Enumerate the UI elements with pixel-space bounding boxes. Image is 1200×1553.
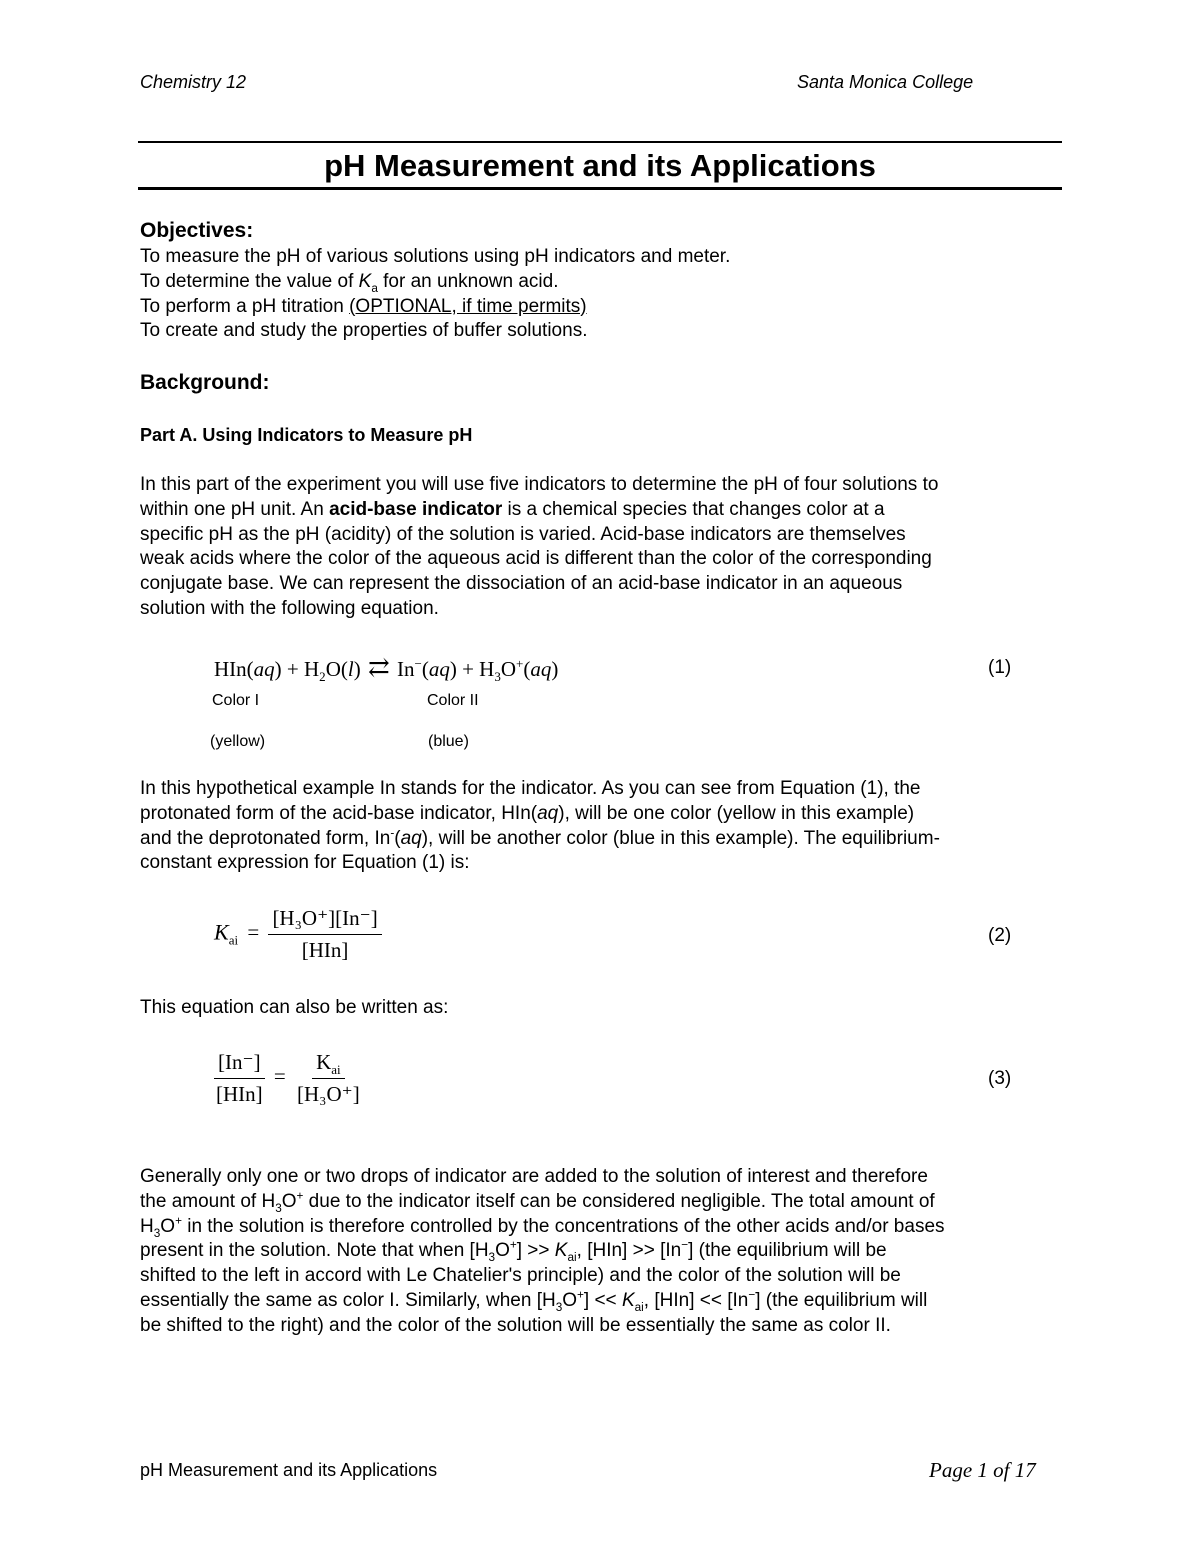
equation-3-left-fraction: $\frac{[In^-]}{\text{[HIn]}}$ [216,1050,263,1106]
color-2-name: (blue) [428,733,469,750]
equilibrium-arrow: ⇄ [367,653,390,682]
equation-1-number: (1) [988,657,1012,678]
equation-3-number: (3) [988,1068,1012,1089]
between-text: This equation can also be written as: [140,997,449,1018]
objective-1: To measure the pH of various solutions using pH indicators and meter. [140,246,731,267]
paragraph-3: Generally only one or two drops of indicator are added to the solution of interest and therefore the amount of $H_3O^+$ due to the indicator itself can be considered negligible. The total amount of $H_3O^+$ in the solution is therefore controlled by the concentrations of the other acids and/or bases present in the solution. Note that when $[H_3O^+] >> K_{ai}$, [HIn] >> [In−] (the equilibrium will be shifted to the left in accord with Le Chatelier's principle) and the color of the solution will be essentially the same as color I. Similarly, when $[H_3O^+] << K_{ai}$, [HIn] << [In−] (the equilibrium will be shifted to the right) and the color of the solution will be essentially the same as color II. [140,1166,945,1336]
equation-2: $K_{ai}$ = $\frac{\text{[H₃O⁺][In⁻]}}{\text{[HIn]}}$ [214,906,382,963]
color-1-label: Color I [212,692,260,709]
paragraph-2: In this hypothetical example In stands for the indicator. As you can see from Equation (1), the protonated form of the acid-base indicator, HIn(aq), will be one color (yellow in this example) and the deprotonated form, In-(aq), will be another color (blue in this example). The equilibrium- constant expression for Equation (1) is: [140,778,940,874]
equation-1: $HIn(aq) + H_2O(l)$ ⇄ $In^-(aq) + H_3O^+(aq)$ [214,653,559,685]
paragraph-1: In this part of the experiment you will use five indicators to determine the pH of four solutions to within one pH unit. An acid-base indicator is a chemical species that changes color at a specific pH as the pH (acidity) of the solution is varied. Acid-base indicators are themselves weak acids where the color of the aqueous acid is different than the color of the corresponding conjugate base. We can represent the dissociation of an acid-base indicator in an aqueous solution with the following equation. [140,474,939,619]
objective-3: To perform a pH titration (OPTIONAL, if time permits) [140,295,587,317]
equation-3-right-fraction: $\frac{K_{ai}}{\text{[H₃O⁺]}}$ [297,1050,360,1106]
objective-4: To create and study the properties of buffer solutions. [140,320,588,342]
background-heading: Background: [140,371,270,394]
header-college: Santa Monica College [797,72,974,92]
title-top-rule [138,141,1062,143]
objectives-list [140,245,730,344]
title-bottom-rule [138,187,1062,190]
equation-3: $\frac{[In^-]}{\text{[HIn]}}$ = $\frac{K_{ai}}{\text{[H₃O⁺]}}$ [212,1050,364,1107]
page-title: pH Measurement and its Applications [324,148,876,183]
equation-2-fraction: $\frac{\text{[H₃O⁺][In⁻]}}{\text{[HIn]}}$ [268,906,381,963]
color-2-label: Color II [427,692,479,709]
footer-page-number: Page 1 of 17 [929,1458,1036,1482]
footer-title: pH Measurement and its Applications [140,1460,438,1480]
header-course: Chemistry 12 [140,72,247,92]
color-1-name: (yellow) [210,733,266,750]
equation-2-number: (2) [988,925,1012,946]
part-a-heading: Part A. Using Indicators to Measure pH [140,425,473,445]
objectives-heading: Objectives: [140,219,254,242]
objective-2: To determine the value of $K_a$ for an unknown acid. [140,270,559,295]
